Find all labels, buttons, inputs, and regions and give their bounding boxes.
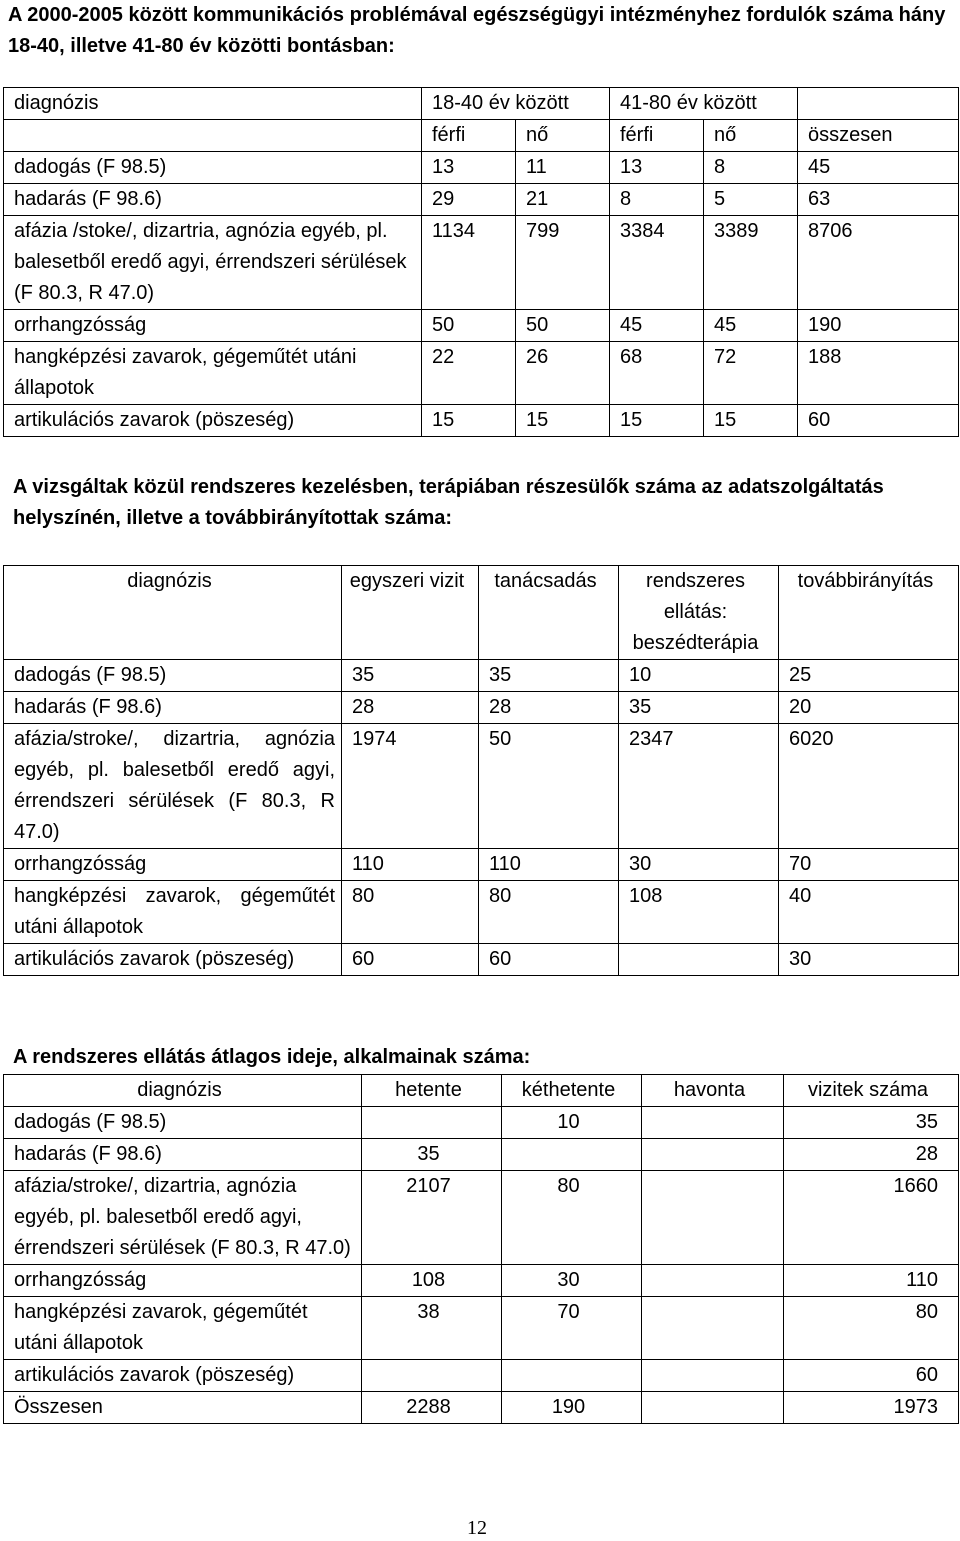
table-age-breakdown: [3, 87, 959, 437]
cell: 110: [342, 849, 479, 881]
header-age-41-80: 41-80 év között: [610, 88, 798, 120]
table-row: [4, 152, 959, 184]
table-header-row: [4, 88, 959, 120]
section-title-3: A rendszeres ellátás átlagos ideje, alkalmainak száma:: [13, 1046, 531, 1068]
cell: 13: [422, 152, 516, 184]
cell: 110: [784, 1265, 959, 1297]
row-diagnosis: afázia/stroke/, dizartria, agnózia egyéb, pl. balesetből eredő agyi, érrendszeri sérülések (F 80.3, R 47.0): [4, 724, 342, 849]
header-single-visit: egyszeri vizit: [342, 566, 479, 660]
header-empty: [798, 88, 959, 120]
header-male-1: férfi: [422, 120, 516, 152]
cell: 38: [362, 1297, 502, 1360]
header-female-1: nő: [516, 120, 610, 152]
cell: 799: [516, 216, 610, 310]
cell: 80: [479, 881, 619, 944]
table-row: [4, 1107, 959, 1139]
row-diagnosis: afázia /stoke/, dizartria, agnózia egyéb, pl. balesetből eredő agyi, érrendszeri sérülések (F 80.3, R 47.0): [4, 216, 422, 310]
row-diagnosis: artikulációs zavarok (pöszeség): [4, 1360, 362, 1392]
cell: 21: [516, 184, 610, 216]
cell: 45: [610, 310, 704, 342]
cell: 70: [502, 1297, 642, 1360]
table-row: [4, 660, 959, 692]
cell: 70: [779, 849, 959, 881]
cell: [642, 1392, 784, 1424]
cell: 72: [704, 342, 798, 405]
cell: 2107: [362, 1171, 502, 1265]
row-diagnosis: hadarás (F 98.6): [4, 184, 422, 216]
header-visit-count: vizitek száma: [784, 1075, 959, 1107]
page-number: 12: [467, 1517, 487, 1539]
cell: 3389: [704, 216, 798, 310]
cell: 15: [422, 405, 516, 437]
cell: 110: [479, 849, 619, 881]
header-weekly: hetente: [362, 1075, 502, 1107]
table-row: [4, 310, 959, 342]
cell: [362, 1107, 502, 1139]
table-row: [4, 881, 959, 944]
cell: 35: [342, 660, 479, 692]
table-row: [4, 1171, 959, 1265]
header-male-2: férfi: [610, 120, 704, 152]
cell: 80: [342, 881, 479, 944]
table-row: [4, 692, 959, 724]
cell: 5: [704, 184, 798, 216]
table-care-frequency: [3, 1074, 959, 1424]
cell: 26: [516, 342, 610, 405]
row-diagnosis: hangképzési zavarok, gégeműtét utáni állapotok: [4, 1297, 362, 1360]
cell: 15: [704, 405, 798, 437]
table-row: [4, 1297, 959, 1360]
cell: 25: [779, 660, 959, 692]
cell: [619, 944, 779, 976]
table-header-row: [4, 1075, 959, 1107]
table-row: [4, 849, 959, 881]
cell: 50: [516, 310, 610, 342]
row-diagnosis: artikulációs zavarok (pöszeség): [4, 405, 422, 437]
table-row: [4, 1360, 959, 1392]
table-treatment: [3, 565, 959, 976]
table-row: [4, 724, 959, 849]
cell: 35: [784, 1107, 959, 1139]
cell: 10: [619, 660, 779, 692]
header-regular-care: rendszeres ellátás: beszédterápia: [619, 566, 779, 660]
cell: 8706: [798, 216, 959, 310]
cell: [502, 1139, 642, 1171]
cell: 15: [610, 405, 704, 437]
cell: 28: [342, 692, 479, 724]
cell: 6020: [779, 724, 959, 849]
cell: 108: [619, 881, 779, 944]
row-diagnosis: Összesen: [4, 1392, 362, 1424]
section-title-1: A 2000-2005 között kommunikációs problémával egészségügyi intézményhez fordulók száma hány 18-40, illetve 41-80 év közötti bontásban:: [8, 4, 946, 57]
header-counseling: tanácsadás: [479, 566, 619, 660]
cell: 28: [784, 1139, 959, 1171]
cell: 2347: [619, 724, 779, 849]
cell: 1973: [784, 1392, 959, 1424]
cell: [642, 1297, 784, 1360]
row-diagnosis: hangképzési zavarok, gégeműtét utáni állapotok: [4, 342, 422, 405]
cell: 13: [610, 152, 704, 184]
cell: 30: [619, 849, 779, 881]
cell: [642, 1360, 784, 1392]
header-monthly: havonta: [642, 1075, 784, 1107]
cell: [502, 1360, 642, 1392]
cell: 29: [422, 184, 516, 216]
table-row: [4, 1139, 959, 1171]
section-title-2: A vizsgáltak közül rendszeres kezelésben, terápiában részesülők száma az adatszolgáltatás helyszínén, illetve a továbbirányítottak száma:: [13, 476, 884, 529]
cell: 1134: [422, 216, 516, 310]
cell: 3384: [610, 216, 704, 310]
cell: 35: [479, 660, 619, 692]
cell: [642, 1139, 784, 1171]
cell: 190: [502, 1392, 642, 1424]
cell: 30: [779, 944, 959, 976]
cell: 10: [502, 1107, 642, 1139]
cell: 45: [704, 310, 798, 342]
row-diagnosis: dadogás (F 98.5): [4, 1107, 362, 1139]
table-row: [4, 216, 959, 310]
table-header-row: [4, 120, 959, 152]
cell: 60: [798, 405, 959, 437]
cell: 15: [516, 405, 610, 437]
cell: 22: [422, 342, 516, 405]
table-row: [4, 184, 959, 216]
table-row: [4, 944, 959, 976]
cell: 30: [502, 1265, 642, 1297]
table-row: [4, 1265, 959, 1297]
table-header-row: [4, 566, 959, 660]
cell: 45: [798, 152, 959, 184]
cell: 35: [362, 1139, 502, 1171]
cell: [642, 1265, 784, 1297]
table-row: [4, 342, 959, 405]
cell: 190: [798, 310, 959, 342]
row-diagnosis: dadogás (F 98.5): [4, 660, 342, 692]
cell: 1974: [342, 724, 479, 849]
row-diagnosis: orrhangzósság: [4, 849, 342, 881]
table-total-row: [4, 1392, 959, 1424]
row-diagnosis: afázia/stroke/, dizartria, agnózia egyéb, pl. balesetből eredő agyi, érrendszeri sérülések (F 80.3, R 47.0): [4, 1171, 362, 1265]
row-diagnosis: hadarás (F 98.6): [4, 692, 342, 724]
cell: 60: [784, 1360, 959, 1392]
header-referral: továbbirányítás: [779, 566, 959, 660]
cell: [642, 1171, 784, 1265]
cell: 63: [798, 184, 959, 216]
header-age-18-40: 18-40 év között: [422, 88, 610, 120]
cell: 50: [479, 724, 619, 849]
header-diagnosis: diagnózis: [4, 1075, 362, 1107]
row-diagnosis: hangképzési zavarok, gégeműtét utáni állapotok: [4, 881, 342, 944]
cell: 1660: [784, 1171, 959, 1265]
cell: 80: [502, 1171, 642, 1265]
cell: 50: [422, 310, 516, 342]
cell: [362, 1360, 502, 1392]
table-row: [4, 405, 959, 437]
header-total: összesen: [798, 120, 959, 152]
cell: 20: [779, 692, 959, 724]
row-diagnosis: dadogás (F 98.5): [4, 152, 422, 184]
cell: 108: [362, 1265, 502, 1297]
cell: 60: [342, 944, 479, 976]
row-diagnosis: orrhangzósság: [4, 310, 422, 342]
cell: 35: [619, 692, 779, 724]
cell: 28: [479, 692, 619, 724]
cell: 188: [798, 342, 959, 405]
cell: 68: [610, 342, 704, 405]
cell: 2288: [362, 1392, 502, 1424]
cell: 8: [704, 152, 798, 184]
row-diagnosis: hadarás (F 98.6): [4, 1139, 362, 1171]
cell: 8: [610, 184, 704, 216]
row-diagnosis: orrhangzósság: [4, 1265, 362, 1297]
header-diagnosis: diagnózis: [4, 566, 342, 660]
cell: 80: [784, 1297, 959, 1360]
cell: 40: [779, 881, 959, 944]
cell: 60: [479, 944, 619, 976]
row-diagnosis: artikulációs zavarok (pöszeség): [4, 944, 342, 976]
header-diagnosis: diagnózis: [4, 88, 422, 120]
header-biweekly: kéthetente: [502, 1075, 642, 1107]
header-empty: [4, 120, 422, 152]
cell: 11: [516, 152, 610, 184]
header-female-2: nő: [704, 120, 798, 152]
cell: [642, 1107, 784, 1139]
